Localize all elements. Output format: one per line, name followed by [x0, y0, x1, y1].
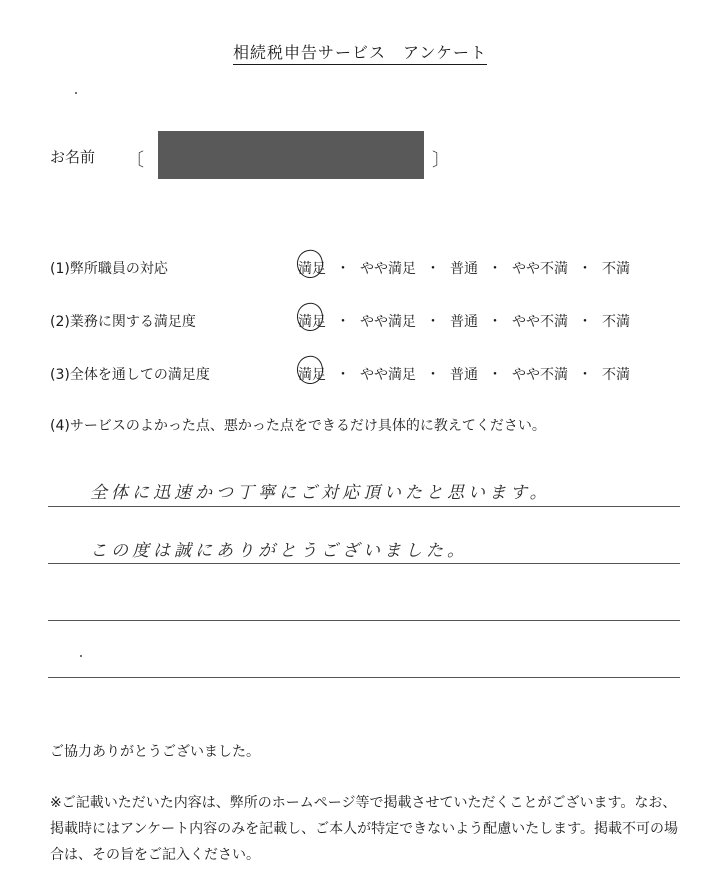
question-3-rating: [298, 364, 630, 384]
rating-somewhat-satisfied: やや満足: [360, 367, 416, 383]
rating-dissatisfied: 不満: [602, 261, 630, 277]
handwritten-line-2: この度は誠にありがとうございました。: [90, 541, 468, 561]
rating-separator: ・: [426, 314, 440, 330]
survey-title-text: 相続税申告サービス アンケート: [233, 43, 487, 65]
name-close-bracket: 〕: [432, 150, 450, 171]
stray-mark: [80, 655, 82, 657]
thanks-message: ご協力ありがとうございました。: [50, 744, 260, 760]
survey-title: [0, 40, 720, 63]
question-1-label: (1)弊所職員の対応: [50, 261, 168, 277]
name-open-bracket: 〔: [126, 150, 144, 171]
publication-note: ※ご記載いただいた内容は、弊所のホームページ等で掲載させていただくことがございます。なお、掲載時にはアンケート内容のみを記載し、ご本人が特定できないよう配慮いたします。掲載不可の場合は、その旨をご記入ください。: [50, 795, 679, 863]
stray-mark: [75, 92, 77, 94]
rating-separator: ・: [488, 314, 502, 330]
question-2-rating: [298, 311, 630, 331]
rating-neutral: 普通: [450, 314, 478, 330]
rating-separator: ・: [336, 314, 350, 330]
rating-somewhat-dissatisfied: やや不満: [512, 261, 568, 277]
rating-separator: ・: [578, 367, 592, 383]
answer-rule: [48, 677, 680, 678]
rating-separator: ・: [488, 367, 502, 383]
rating-somewhat-dissatisfied: やや不満: [512, 367, 568, 383]
question-1-rating: [298, 258, 630, 278]
rating-somewhat-satisfied: やや満足: [360, 261, 416, 277]
rating-somewhat-dissatisfied: やや不満: [512, 314, 568, 330]
name-redaction-box: [158, 131, 424, 179]
rating-dissatisfied: 不満: [602, 314, 630, 330]
rating-separator: ・: [426, 367, 440, 383]
question-4-label: (4)サービスのよかった点、悪かった点をできるだけ具体的に教えてください。: [50, 418, 546, 434]
rating-neutral: 普通: [450, 367, 478, 383]
rating-separator: ・: [488, 261, 502, 277]
rating-separator: ・: [426, 261, 440, 277]
rating-somewhat-satisfied: やや満足: [360, 314, 416, 330]
rating-separator: ・: [336, 367, 350, 383]
question-2-label: (2)業務に関する満足度: [50, 314, 196, 330]
name-label: お名前: [50, 148, 96, 166]
rating-separator: ・: [336, 261, 350, 277]
rating-dissatisfied: 不満: [602, 367, 630, 383]
rating-neutral: 普通: [450, 261, 478, 277]
rating-satisfied: 満足: [298, 261, 326, 277]
handwritten-line-1: 全体に迅速かつ丁寧にご対応頂いたと思います。: [90, 483, 551, 503]
answer-rule: [48, 620, 680, 621]
rating-satisfied: 満足: [298, 367, 326, 383]
rating-separator: ・: [578, 314, 592, 330]
rating-satisfied: 満足: [298, 314, 326, 330]
answer-rule: [48, 506, 680, 507]
question-3-label: (3)全体を通しての満足度: [50, 367, 210, 383]
answer-rule: [48, 563, 680, 564]
rating-separator: ・: [578, 261, 592, 277]
